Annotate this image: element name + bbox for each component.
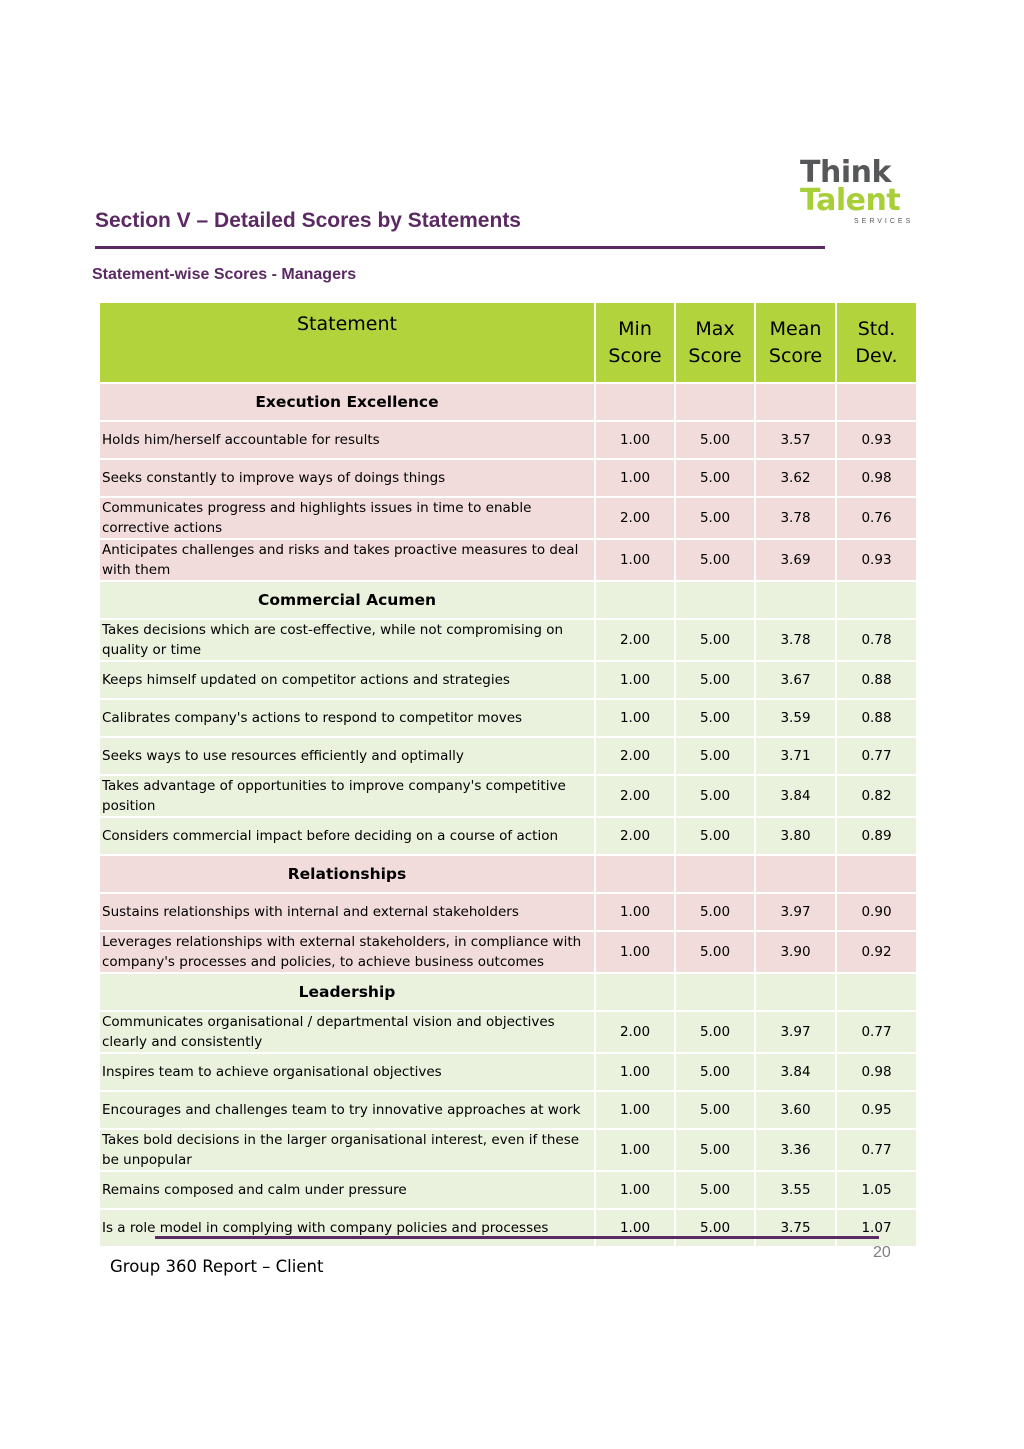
cell-statement: Takes advantage of opportunities to improve company's competitive position [99, 775, 595, 817]
cell-min-score: 1.00 [595, 1129, 675, 1171]
cell-statement: Keeps himself updated on competitor actions and strategies [99, 661, 595, 699]
cell-mean-score: 3.71 [755, 737, 836, 775]
cell-std-dev: 0.76 [836, 497, 917, 539]
category-label: Commercial Acumen [99, 581, 595, 619]
category-empty-cell [595, 973, 675, 1011]
table-row [99, 737, 917, 775]
cell-std-dev: 0.98 [836, 1053, 917, 1091]
cell-statement: Holds him/herself accountable for results [99, 421, 595, 459]
cell-statement: Remains composed and calm under pressure [99, 1171, 595, 1209]
category-empty-cell [755, 855, 836, 893]
cell-min-score: 1.00 [595, 661, 675, 699]
table-row [99, 1209, 917, 1247]
table-row [99, 931, 917, 973]
table-row [99, 619, 917, 661]
cell-std-dev: 0.78 [836, 619, 917, 661]
header-min-score: Min Score [595, 302, 675, 383]
table-row [99, 1053, 917, 1091]
header-statement: Statement [99, 302, 595, 383]
cell-std-dev: 0.77 [836, 1011, 917, 1053]
table-row [99, 1171, 917, 1209]
cell-max-score: 5.00 [675, 497, 755, 539]
cell-std-dev: 1.07 [836, 1209, 917, 1247]
table-body [99, 383, 917, 1247]
table-row [99, 775, 917, 817]
cell-mean-score: 3.59 [755, 699, 836, 737]
cell-statement: Encourages and challenges team to try innovative approaches at work [99, 1091, 595, 1129]
page-number: 20 [873, 1244, 891, 1261]
table-row [99, 1129, 917, 1171]
cell-mean-score: 3.84 [755, 1053, 836, 1091]
cell-max-score: 5.00 [675, 775, 755, 817]
cell-std-dev: 0.88 [836, 699, 917, 737]
cell-min-score: 1.00 [595, 1171, 675, 1209]
table-subtitle: Statement-wise Scores - Managers [92, 266, 357, 283]
cell-statement: Considers commercial impact before deciding on a course of action [99, 817, 595, 855]
cell-statement: Inspires team to achieve organisational objectives [99, 1053, 595, 1091]
category-label: Execution Excellence [99, 383, 595, 421]
cell-min-score: 1.00 [595, 1091, 675, 1129]
cell-std-dev: 0.92 [836, 931, 917, 973]
table-row [99, 893, 917, 931]
cell-mean-score: 3.55 [755, 1171, 836, 1209]
cell-statement: Sustains relationships with internal and external stakeholders [99, 893, 595, 931]
cell-mean-score: 3.62 [755, 459, 836, 497]
cell-statement: Leverages relationships with external stakeholders, in compliance with company's processes and policies, to achieve business outcomes [99, 931, 595, 973]
title-divider [95, 246, 825, 249]
category-empty-cell [836, 581, 917, 619]
cell-max-score: 5.00 [675, 1053, 755, 1091]
cell-std-dev: 0.93 [836, 539, 917, 581]
category-empty-cell [595, 581, 675, 619]
cell-min-score: 2.00 [595, 737, 675, 775]
logo-line-think: Think [800, 155, 891, 190]
cell-min-score: 2.00 [595, 497, 675, 539]
category-row [99, 855, 917, 893]
cell-std-dev: 0.88 [836, 661, 917, 699]
header-mean-score: Mean Score [755, 302, 836, 383]
table-row [99, 817, 917, 855]
cell-max-score: 5.00 [675, 661, 755, 699]
cell-mean-score: 3.97 [755, 893, 836, 931]
cell-mean-score: 3.90 [755, 931, 836, 973]
table-row [99, 1011, 917, 1053]
cell-std-dev: 0.95 [836, 1091, 917, 1129]
cell-mean-score: 3.78 [755, 497, 836, 539]
cell-min-score: 2.00 [595, 775, 675, 817]
cell-min-score: 2.00 [595, 1011, 675, 1053]
cell-max-score: 5.00 [675, 619, 755, 661]
cell-min-score: 1.00 [595, 1053, 675, 1091]
category-row [99, 383, 917, 421]
cell-max-score: 5.00 [675, 1171, 755, 1209]
cell-min-score: 1.00 [595, 459, 675, 497]
category-empty-cell [675, 973, 755, 1011]
cell-mean-score: 3.57 [755, 421, 836, 459]
cell-max-score: 5.00 [675, 737, 755, 775]
cell-std-dev: 0.82 [836, 775, 917, 817]
category-empty-cell [595, 383, 675, 421]
category-empty-cell [836, 973, 917, 1011]
scores-table [98, 301, 918, 1248]
category-empty-cell [675, 855, 755, 893]
cell-mean-score: 3.36 [755, 1129, 836, 1171]
cell-mean-score: 3.78 [755, 619, 836, 661]
cell-max-score: 5.00 [675, 1209, 755, 1247]
cell-min-score: 1.00 [595, 1209, 675, 1247]
think-talent-logo [800, 155, 930, 228]
cell-statement: Takes bold decisions in the larger organisational interest, even if these be unpopular [99, 1129, 595, 1171]
category-label: Relationships [99, 855, 595, 893]
table-row [99, 421, 917, 459]
cell-statement: Communicates progress and highlights issues in time to enable corrective actions [99, 497, 595, 539]
cell-min-score: 1.00 [595, 931, 675, 973]
category-empty-cell [755, 383, 836, 421]
table-row [99, 459, 917, 497]
category-empty-cell [755, 581, 836, 619]
cell-max-score: 5.00 [675, 1011, 755, 1053]
cell-mean-score: 3.97 [755, 1011, 836, 1053]
cell-mean-score: 3.67 [755, 661, 836, 699]
cell-min-score: 1.00 [595, 539, 675, 581]
table-header-row [99, 302, 917, 383]
table-row [99, 497, 917, 539]
cell-max-score: 5.00 [675, 539, 755, 581]
cell-statement: Seeks ways to use resources efficiently and optimally [99, 737, 595, 775]
category-empty-cell [675, 581, 755, 619]
cell-statement: Is a role model in complying with company policies and processes [99, 1209, 595, 1247]
cell-max-score: 5.00 [675, 1091, 755, 1129]
cell-statement: Seeks constantly to improve ways of doings things [99, 459, 595, 497]
cell-max-score: 5.00 [675, 699, 755, 737]
cell-min-score: 2.00 [595, 817, 675, 855]
category-row [99, 973, 917, 1011]
cell-max-score: 5.00 [675, 421, 755, 459]
footer-text: Group 360 Report – Client [110, 1257, 324, 1276]
cell-mean-score: 3.80 [755, 817, 836, 855]
cell-max-score: 5.00 [675, 817, 755, 855]
table-row [99, 699, 917, 737]
category-empty-cell [675, 383, 755, 421]
cell-std-dev: 1.05 [836, 1171, 917, 1209]
logo-services: SERVICES [854, 218, 914, 225]
cell-statement: Anticipates challenges and risks and takes proactive measures to deal with them [99, 539, 595, 581]
cell-mean-score: 3.69 [755, 539, 836, 581]
cell-max-score: 5.00 [675, 931, 755, 973]
table-row [99, 661, 917, 699]
cell-statement: Communicates organisational / departmental vision and objectives clearly and consistently [99, 1011, 595, 1053]
cell-std-dev: 0.90 [836, 893, 917, 931]
cell-mean-score: 3.84 [755, 775, 836, 817]
logo-line-talent: Talent [800, 183, 901, 218]
table-row [99, 539, 917, 581]
cell-std-dev: 0.77 [836, 1129, 917, 1171]
header-std-dev: Std. Dev. [836, 302, 917, 383]
category-empty-cell [836, 855, 917, 893]
cell-std-dev: 0.77 [836, 737, 917, 775]
cell-min-score: 2.00 [595, 619, 675, 661]
cell-max-score: 5.00 [675, 1129, 755, 1171]
cell-mean-score: 3.75 [755, 1209, 836, 1247]
header-max-score: Max Score [675, 302, 755, 383]
cell-statement: Calibrates company's actions to respond to competitor moves [99, 699, 595, 737]
footer-divider [155, 1236, 879, 1239]
category-row [99, 581, 917, 619]
section-title: Section V – Detailed Scores by Statements [95, 209, 521, 232]
category-label: Leadership [99, 973, 595, 1011]
category-empty-cell [836, 383, 917, 421]
cell-max-score: 5.00 [675, 459, 755, 497]
table-row [99, 1091, 917, 1129]
category-empty-cell [755, 973, 836, 1011]
cell-std-dev: 0.98 [836, 459, 917, 497]
cell-min-score: 1.00 [595, 421, 675, 459]
cell-min-score: 1.00 [595, 699, 675, 737]
cell-mean-score: 3.60 [755, 1091, 836, 1129]
cell-max-score: 5.00 [675, 893, 755, 931]
cell-std-dev: 0.93 [836, 421, 917, 459]
cell-min-score: 1.00 [595, 893, 675, 931]
cell-statement: Takes decisions which are cost-effective, while not compromising on quality or time [99, 619, 595, 661]
category-empty-cell [595, 855, 675, 893]
cell-std-dev: 0.89 [836, 817, 917, 855]
